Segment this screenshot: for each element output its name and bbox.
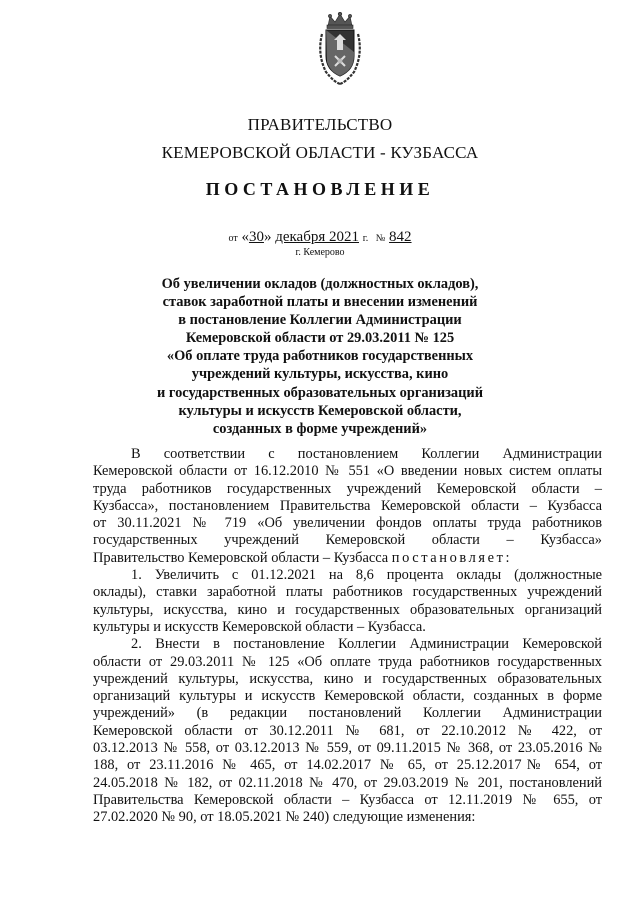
document-type: ПОСТАНОВЛЕНИЕ bbox=[205, 179, 435, 199]
body-line: учреждений» (в редакции постановлений Коллегии Администрации bbox=[93, 705, 602, 722]
body-line: 2. Внести в постановление Коллегии Администрации Кемеровской bbox=[131, 636, 602, 653]
body-line: В соответствии с постановлением Коллегии Администрации bbox=[131, 446, 602, 462]
body-line: оклады), ставки заработной платы работников государственных учреждений bbox=[93, 584, 602, 601]
body-line: 188, от 23.11.2016 № 465, от 14.02.2017 № 65, от 25.12.2017№ 654, от bbox=[93, 757, 602, 774]
title-line: учреждений культуры, искусства, кино bbox=[191, 366, 449, 383]
title-line: ставок заработной платы и внесении изменений bbox=[162, 294, 478, 311]
body-line: 1. Увеличить с 01.12.2021 на 8,6 процента оклады (должностные bbox=[131, 567, 602, 584]
date-prefix: от bbox=[228, 233, 238, 244]
body-line: труда работников государственных учреждений Кемеровской области – bbox=[93, 480, 602, 497]
body-line: Кузбасса», постановлением Правительства Кемеровской области – Кузбасса bbox=[93, 497, 602, 514]
title-line: Кемеровской области от 29.03.2011 № 125 bbox=[185, 330, 455, 347]
body-line: Кемеровской области от 16.12.2010 № 551 «О введении новых систем оплаты bbox=[93, 463, 602, 480]
body-line: государственных учреждений Кемеровской области – Кузбасса» bbox=[93, 532, 602, 549]
body-line: культуры и искусств Кемеровской области – Кузбасса. bbox=[93, 618, 426, 635]
document-title bbox=[120, 275, 520, 438]
date-month-year: декабря 2021 bbox=[275, 229, 359, 245]
body-line: 24.05.2018 № 182, от 02.11.2018 № 470, от 29.03.2019 № 201, постановлений bbox=[93, 774, 602, 791]
body-line: Кемеровской области от 30.12.2011 № 681, от 22.10.2012 № 422, от bbox=[93, 722, 602, 739]
body-line: от 30.11.2021 № 719 «Об увеличении фондов оплаты труда работников bbox=[93, 515, 602, 532]
document-date-line bbox=[0, 229, 640, 246]
body-line: 03.12.2013 № 558, от 03.12.2013 № 559, от 09.11.2015 № 368, от 23.05.2016 № bbox=[93, 740, 602, 757]
resolution-verb: постановляет: bbox=[391, 549, 513, 566]
body-line bbox=[93, 550, 602, 567]
body-line: области от 29.03.2011 № 125 «Об оплате труда работников государственных bbox=[93, 653, 602, 670]
government-title-line1: ПРАВИТЕЛЬСТВО bbox=[247, 115, 393, 134]
body-line: 27.02.2020 № 90, от 18.05.2021 № 240) следующие изменения: bbox=[93, 809, 476, 826]
document-body bbox=[93, 446, 602, 827]
date-open-quote: « bbox=[241, 229, 249, 245]
document-number: 842 bbox=[389, 229, 412, 245]
number-sign: № bbox=[375, 233, 386, 244]
title-line: созданных в форме учреждений» bbox=[212, 420, 428, 437]
date-year-suffix: г. bbox=[362, 233, 369, 244]
title-line: культуры и искусств Кемеровской области, bbox=[178, 402, 462, 419]
title-line: Об увеличении окладов (должностных окладов), bbox=[161, 276, 479, 292]
body-line: Правительства Кемеровской области – Кузбасса от 12.11.2019 № 655, от bbox=[93, 791, 602, 808]
title-line: «Об оплате труда работников государственных bbox=[166, 348, 474, 365]
body-line: организаций культуры и искусств Кемеровской области, созданных в форме bbox=[93, 688, 602, 705]
body-line: культуры, искусства, кино и государственных образовательных организаций bbox=[93, 601, 602, 618]
date-close-quote: » bbox=[263, 229, 272, 245]
title-line: и государственных образовательных организаций bbox=[157, 384, 483, 401]
resolution-subject: Правительство Кемеровской области – Кузбасса bbox=[93, 549, 389, 566]
document-city: г. Кемерово bbox=[295, 247, 345, 258]
date-day: 30 bbox=[248, 229, 264, 245]
title-line: в постановление Коллегии Администрации bbox=[178, 312, 462, 329]
body-line: учреждений культуры, искусства, кино и государственных образовательных bbox=[93, 670, 602, 687]
government-title-line2: КЕМЕРОВСКОЙ ОБЛАСТИ - КУЗБАССА bbox=[161, 143, 479, 162]
coat-of-arms-emblem bbox=[314, 12, 366, 86]
